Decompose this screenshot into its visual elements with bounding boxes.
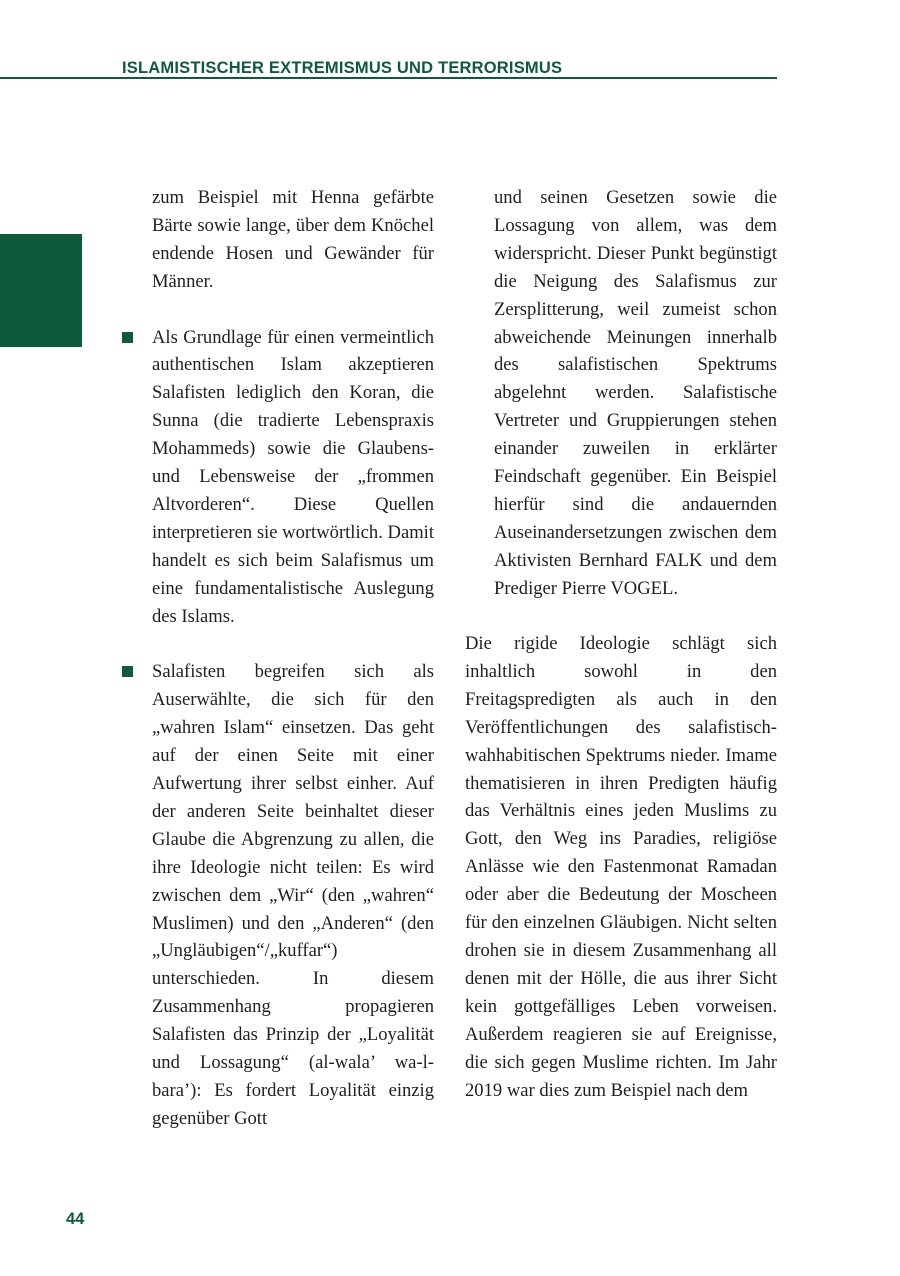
left-column — [152, 184, 434, 1133]
bullet-text: Salafisten begreifen sich als Auserwählte, die sich für den „wahren Islam“ einsetzen. Das geht auf der einen Seite mit einer Aufwertung ihrer selbst einher. Auf der anderen Seite beinhaltet dieser Glaube die Abgrenzung zu allen, die ihre Ideologie nicht teilen: Es wird zwischen dem „Wir“ (den „wahren“ Muslimen) und den „Anderen“ (den „Ungläubigen“/„kuffar“) unterschieden. In diesem Zusammenhang propagieren Salafisten das Prinzip der „Loyalität und Lossagung“ (al-wala’ wa-l-bara’): Es fordert Loyalität einzig gegenüber Gott — [152, 661, 434, 1129]
bullet-text: Als Grundlage für einen vermeintlich authentischen Islam akzeptieren Salafisten lediglich den Koran, die Sunna (die tradierte Lebenspraxis Mohammeds) sowie die Glaubens- und Lebensweise der „frommen Altvorderen“. Diese Quellen interpretieren sie wortwörtlich. Damit handelt es sich beim Salafismus um eine fundamentalistische Auslegung des Islams. — [152, 326, 434, 627]
bullet-square-icon — [122, 332, 133, 343]
bullet-item — [152, 324, 434, 631]
bullet-square-icon — [122, 666, 133, 677]
bullet-item — [152, 658, 434, 1132]
header-rule — [0, 77, 777, 79]
bullet-continuation-text: zum Beispiel mit Henna gefärbte Bärte sowie lange, über dem Knöchel endende Hosen und Gewänder für Männer. — [152, 187, 434, 292]
right-column-body — [465, 630, 777, 1104]
bullet-continuation-text: und seinen Gesetzen sowie die Lossagung von allem, was dem widerspricht. Dieser Punkt begünstigt die Neigung des Salafismus zur Zersplitterung, weil zumeist schon abweichende Meinungen innerhalb des salafistischen Spektrums abgelehnt werden. Salafistische Vertreter und Gruppierungen stehen einander zuweilen in erklärter Feindschaft gegenüber. Ein Beispiel hierfür sind die andauernden Auseinandersetzungen zwischen dem Aktivisten Bernhard FALK und dem Prediger Pierre VOGEL. — [494, 187, 777, 599]
chapter-side-tab — [0, 234, 82, 347]
running-header: ISLAMISTISCHER EXTREMISMUS UND TERRORISMUS — [122, 59, 563, 77]
body-paragraph: Die rigide Ideologie schlägt sich inhaltlich sowohl in den Freitagspredigten als auch in den Veröffentlichungen des salafistisch-wahhabitischen Spektrums nieder. Imame thematisieren in ihren Predigten häufig das Verhältnis eines jeden Muslims zu Gott, den Weg ins Paradies, religiöse Anlässe wie den Fastenmonat Ramadan oder aber die Bedeutung der Moscheen für den einzelnen Gläubigen. Nicht selten drohen sie in diesem Zusammenhang all denen mit der Hölle, die aus ihrer Sicht kein gottgefälliges Leben vorweisen. Außerdem reagieren sie auf Ereignisse, die sich gegen Muslime richten. Im Jahr 2019 war dies zum Beispiel nach dem — [465, 633, 777, 1101]
page-number: 44 — [66, 1210, 85, 1228]
right-column-bullet-continuation — [494, 184, 777, 603]
